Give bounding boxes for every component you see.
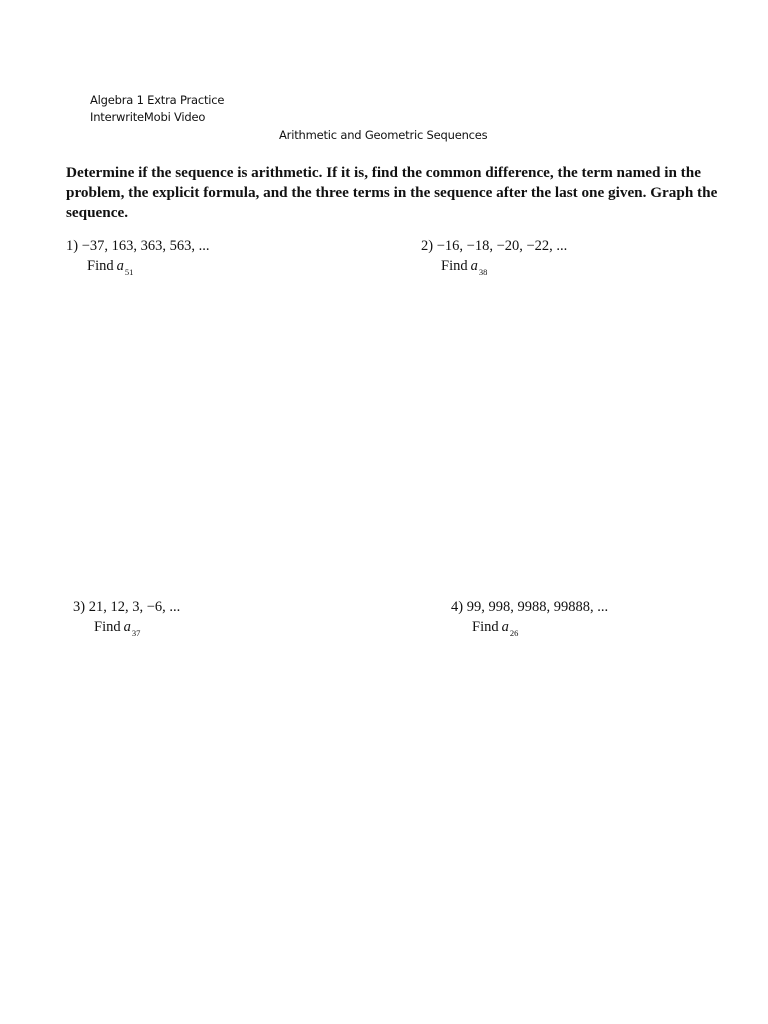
video-source-label: InterwriteMobi Video	[90, 110, 206, 124]
term-variable: a	[470, 258, 478, 274]
term-subscript: 26	[509, 628, 519, 638]
problem-sequence: −16, −18, −20, −22, ...	[436, 238, 568, 254]
problem-3	[73, 597, 180, 638]
problem-sequence-line	[66, 236, 210, 256]
problem-2	[421, 236, 567, 277]
find-label: Find	[472, 619, 499, 635]
find-term-line	[87, 256, 210, 277]
problem-sequence: 99, 998, 9988, 99888, ...	[466, 599, 609, 615]
problem-number: 4)	[451, 599, 464, 615]
problem-sequence: −37, 163, 363, 563, ...	[81, 238, 210, 254]
find-term-line	[472, 617, 608, 638]
worksheet-subtitle: Arithmetic and Geometric Sequences	[279, 128, 488, 142]
problem-number: 3)	[73, 599, 86, 615]
instructions-text: Determine if the sequence is arithmetic. If it is, find the common difference, the term named in the problem, the explicit formula, and the three terms in the sequence after the last one given. Graph the sequence.	[66, 164, 718, 221]
problem-sequence: 21, 12, 3, −6, ...	[88, 599, 181, 615]
problem-sequence-line	[421, 236, 567, 256]
term-subscript: 38	[478, 267, 488, 277]
find-label: Find	[441, 258, 468, 274]
find-term-line	[94, 617, 180, 638]
term-variable: a	[123, 619, 131, 635]
term-variable: a	[116, 258, 124, 274]
problem-number: 2)	[421, 238, 434, 254]
problem-sequence-line	[73, 597, 180, 617]
term-variable: a	[501, 619, 509, 635]
problem-1	[66, 236, 210, 277]
problem-number: 1)	[66, 238, 79, 254]
find-term-line	[441, 256, 567, 277]
problem-4	[451, 597, 608, 638]
term-subscript: 37	[131, 628, 141, 638]
course-title: Algebra 1 Extra Practice	[90, 93, 225, 107]
term-subscript: 51	[124, 267, 134, 277]
find-label: Find	[87, 258, 114, 274]
problem-sequence-line	[451, 597, 608, 617]
find-label: Find	[94, 619, 121, 635]
